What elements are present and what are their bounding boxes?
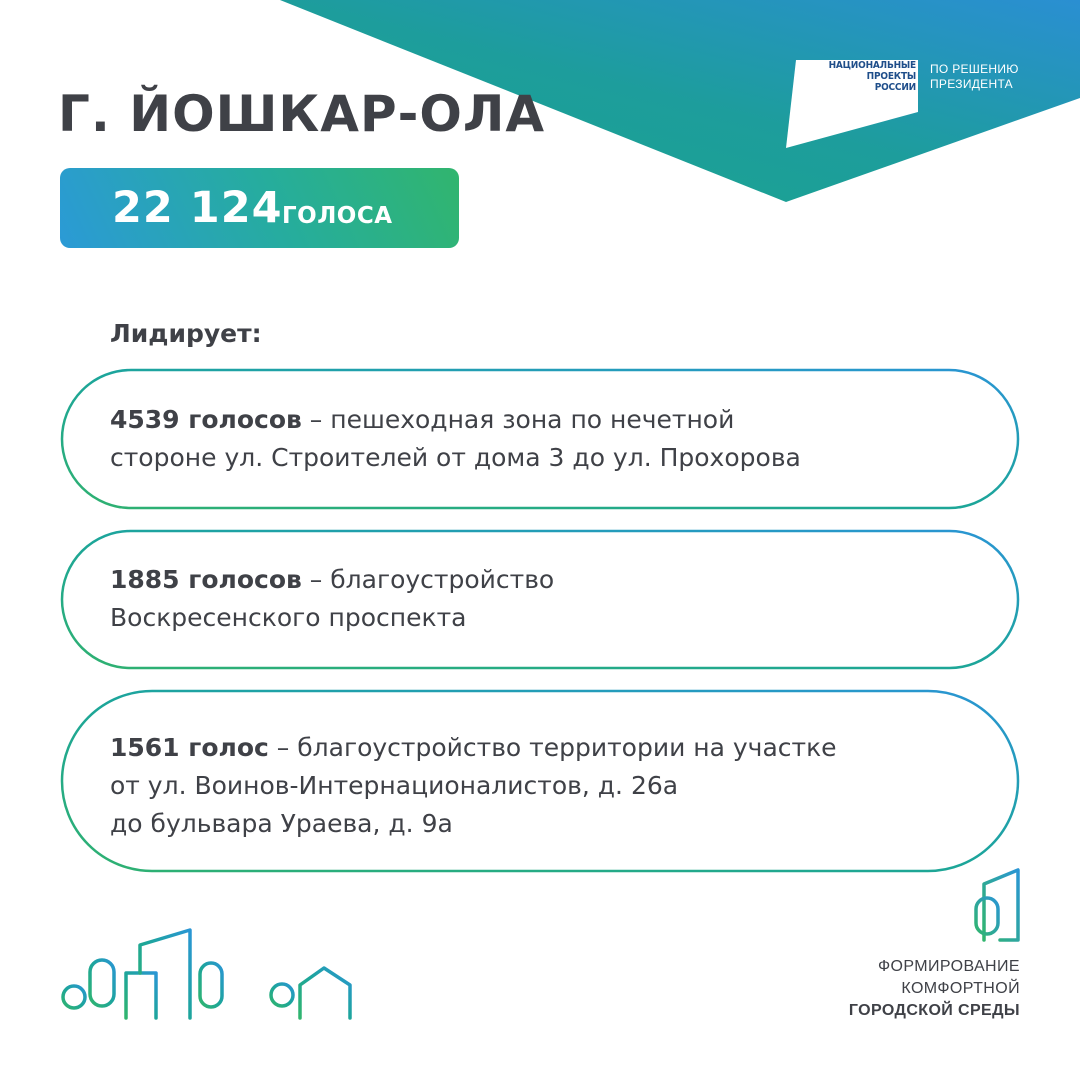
program-line: ГОРОДСКОЙ СРЕДЫ <box>848 1002 1020 1019</box>
project-description: до бульвара Ураева, д. 9а <box>110 809 453 838</box>
project-description: от ул. Воинов-Интернационалистов, д. 26а <box>110 771 679 800</box>
project-card <box>110 401 970 477</box>
project-line <box>110 561 970 599</box>
leading-label: Лидирует: <box>110 319 262 348</box>
project-card <box>110 561 970 637</box>
project-votes: 4539 голосов <box>110 405 302 434</box>
page-title: Г. ЙОШКАР-ОЛА <box>58 85 546 143</box>
logo-line: РОССИИ <box>874 82 916 93</box>
project-line <box>110 729 970 767</box>
total-votes-badge <box>60 168 459 248</box>
logo-line: ПРОЕКТЫ <box>866 71 916 82</box>
logo-tagline <box>930 62 1019 92</box>
tagline-line: ПРЕЗИДЕНТА <box>930 77 1013 91</box>
city-skyline-icon <box>60 925 360 1025</box>
project-votes: 1885 голосов <box>110 565 302 594</box>
project-line <box>110 401 970 439</box>
project-votes: 1561 голос <box>110 733 269 762</box>
program-name <box>849 956 1020 1022</box>
total-votes-unit: ГОЛОСА <box>282 203 393 229</box>
logo-line: НАЦИОНАЛЬНЫЕ <box>828 60 916 71</box>
project-card <box>110 729 970 843</box>
project-description: – благоустройство территории на участке <box>276 733 837 762</box>
project-description: – благоустройство <box>309 565 555 594</box>
program-line: ФОРМИРОВАНИЕ <box>877 958 1020 975</box>
project-description: стороне ул. Строителей от дома 3 до ул. Прохорова <box>110 443 801 472</box>
logo-text <box>806 60 916 93</box>
fcs-logo-icon <box>970 866 1022 950</box>
project-description: Воскресенского проспекта <box>110 603 467 632</box>
program-line: КОМФОРТНОЙ <box>901 980 1020 997</box>
total-votes-number: 22 124 <box>112 183 283 233</box>
project-description: – пешеходная зона по нечетной <box>309 405 735 434</box>
tagline-line: ПО РЕШЕНИЮ <box>930 62 1019 76</box>
